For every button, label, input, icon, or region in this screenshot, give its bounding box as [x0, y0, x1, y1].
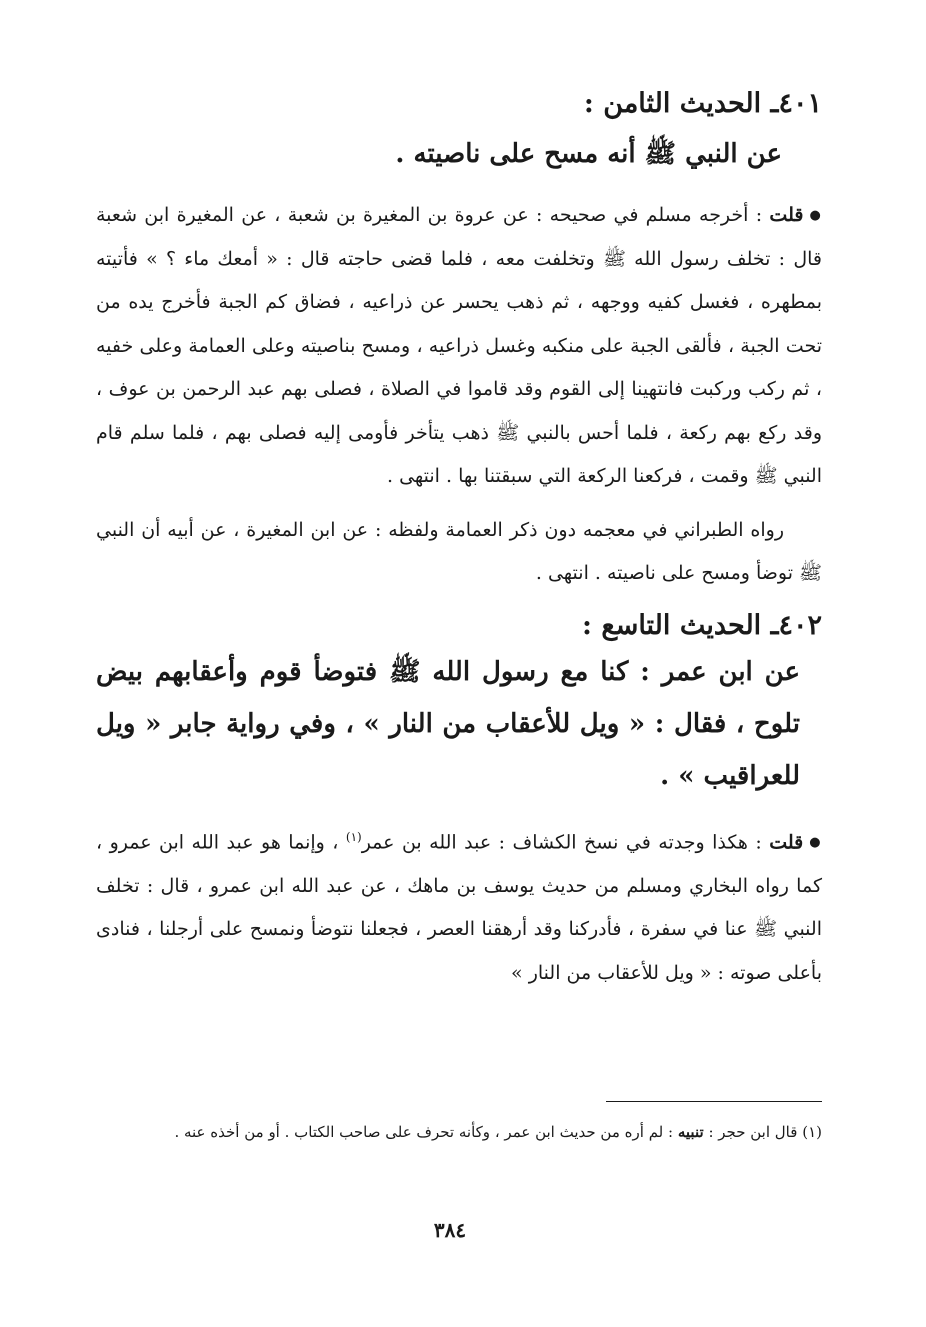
footnote [96, 1116, 822, 1148]
footnote-number: (١) [802, 1123, 822, 1141]
footnote-prefix: قال ابن حجر : [708, 1123, 798, 1141]
hadith-402-text: عن ابن عمر : كنا مع رسول الله ﷺ فتوضأ قوم وأعقابهم بيض تلوح ، فقال : « ويل للأعقاب من النار » ، وفي رواية جابر « ويل للعراقيب » . [96, 656, 800, 791]
bullet-icon: ● [809, 835, 823, 851]
spacer [96, 596, 822, 606]
hadith-401-heading: ٤٠١ـ الحديث الثامن : [583, 88, 822, 119]
tabarani-paragraph: رواه الطبراني في معجمه دون ذكر العمامة ولفظه : عن ابن المغيرة ، عن أبيه أن النبي ﷺ توضأ ومسح على ناصيته . انتهى . [96, 518, 822, 585]
qult-label: قلت [769, 204, 804, 226]
footnote-text: : لم أره من حديث ابن عمر ، وكأنه تحرف على صاحب الكتاب . أو من أخذه عنه . [174, 1123, 674, 1141]
page-body [96, 84, 822, 995]
spacer [96, 180, 822, 194]
footnote-bold-word: تنبيه [677, 1123, 704, 1141]
commentary-402 [96, 816, 822, 996]
hadith-401-text: عن النبي ﷺ أنه مسح على ناصيته . [395, 139, 782, 169]
footnote-marker: (١) [345, 829, 362, 844]
qult-label: قلت [769, 831, 804, 854]
hadith-402 [96, 606, 822, 802]
commentary-402-body-end: ، وإنما هو عبد الله ابن عمرو ، كما رواه البخاري ومسلم من حديث يوسف بن ماهك ، عن عبد الله ابن عمرو ، قال : تخلف النبي ﷺ عنا في سفرة ، فأدركنا وقد أرهقنا العصر ، فجعلنا نتوضأ ونمسح على أرجلنا ، فنادى بأعلى صوته : « ويل للأعقاب من النار » [96, 831, 822, 984]
bullet-icon: ● [809, 208, 823, 224]
commentary-401-body: : أخرجه مسلم في صحيحه : عن عروة بن المغيرة بن شعبة ، عن المغيرة ابن شعبة قال : تخلف رسول الله ﷺ وتخلفت معه ، فلما قضى حاجته قال : « أمعك ماء ؟ » فأتيته بمطهره ، فغسل كفيه ووجهه ، ثم ذهب يحسر عن ذراعيه ، فضاق كم الجبة فأخرج يده من تحت الجبة ، فألقى الجبة على منكبه وغسل ذراعيه ، ومسح بناصيته وعلى العمامة وعلى خفيه ، ثم ركب وركبت فانتهينا إلى القوم وقد قاموا في الصلاة ، فصلى بهم عبد الرحمن بن عوف ، وقد ركع بهم ركعة ، فلما أحس بالنبي ﷺ ذهب يتأخر فأومى إليه فصلى بهم ، فلما سلم قام النبي ﷺ وقمت ، فركعنا الركعة التي سبقتنا بها . انتهى . [96, 204, 822, 488]
footnote-divider [606, 1101, 822, 1102]
spacer [96, 499, 822, 509]
commentary-402-body-start: : هكذا وجدته في نسخ الكشاف : عبد الله بن عمر [361, 831, 762, 854]
hadith-402-heading: ٤٠٢ـ الحديث التاسع : [581, 609, 822, 641]
spacer [96, 802, 822, 816]
page-number: ٣٨٤ [433, 1218, 467, 1242]
hadith-401 [96, 84, 822, 180]
commentary-401 [96, 194, 822, 499]
